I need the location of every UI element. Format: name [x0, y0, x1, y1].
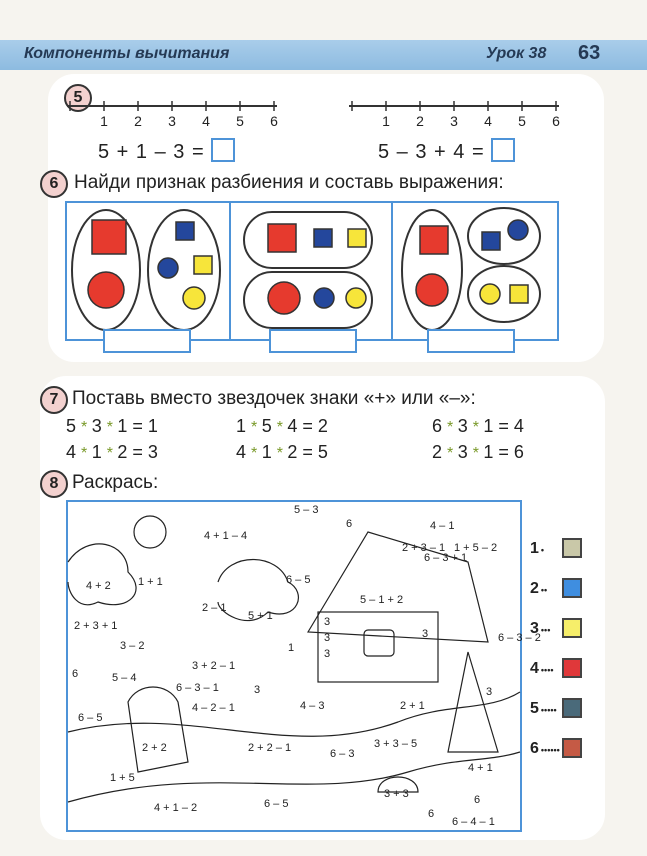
house-window-outline [364, 630, 394, 656]
legend-color-swatch [562, 618, 582, 638]
task6-instruction: Найди признак разбиения и составь выражения: [74, 172, 504, 193]
picture-region-label: 6 [474, 794, 481, 806]
partition-figure [62, 198, 562, 358]
operator-star[interactable]: * [106, 445, 118, 462]
picture-region-label: 3 [422, 628, 429, 640]
picture-region-label: 3 – 2 [120, 640, 145, 652]
legend-dots: ••••• [540, 705, 557, 715]
lesson-label: Урок 38 [486, 45, 547, 62]
legend-item [530, 620, 600, 640]
legend-dots: ••• [540, 625, 551, 635]
number-line-left [62, 98, 282, 128]
task8-instruction: Раскрась: [72, 472, 159, 493]
picture-region-label: 3 [324, 632, 331, 644]
legend-color-swatch [562, 738, 582, 758]
picture-region-label: 4 – 2 – 1 [192, 702, 235, 714]
legend-item [530, 700, 600, 720]
picture-region-label: 6 – 5 [78, 712, 103, 724]
expression-5a [98, 138, 235, 164]
equation-part: = 2 [302, 416, 328, 436]
picture-region-label: 2 + 3 – 1 [402, 542, 446, 554]
legend-dots: • [540, 545, 545, 555]
picture-region-label: 4 + 1 – 2 [154, 802, 198, 814]
operator-star[interactable]: * [472, 419, 484, 436]
equation-part: 1 [261, 442, 277, 462]
picture-region-label: 3 + 3 – 5 [374, 738, 418, 750]
equation-part: 1 [117, 416, 133, 436]
tick-label: 1 [100, 113, 108, 129]
legend-number: 3 [530, 620, 539, 637]
color-legend [530, 540, 600, 780]
legend-number: 6 [530, 740, 539, 757]
equation-part: 1 [91, 442, 107, 462]
answer-box-6c [428, 330, 514, 352]
picture-region-label: 4 – 3 [300, 700, 325, 712]
expression-5b-text: 5 – 3 + 4 = [378, 141, 485, 163]
operator-star[interactable]: * [276, 445, 288, 462]
picture-region-label: 2 + 2 – 1 [248, 742, 292, 754]
operator-star[interactable]: * [106, 419, 118, 436]
equation-part: 1 [236, 416, 252, 436]
picture-region-label: 6 [72, 668, 79, 680]
equation-part: 5 [261, 416, 277, 436]
picture-region-label: 1 + 1 [138, 576, 163, 588]
equation-part: = 4 [498, 416, 524, 436]
tick-label: 5 [236, 113, 244, 129]
equation-part: 3 [91, 416, 107, 436]
operator-star[interactable]: * [472, 445, 484, 462]
operator-star[interactable]: * [251, 419, 262, 436]
answer-box-6a [104, 330, 190, 352]
picture-region-label: 5 – 1 + 2 [360, 594, 404, 606]
topic-title: Компоненты вычитания [24, 45, 230, 62]
legend-dots: •••••• [540, 745, 560, 755]
equation-part: 3 [457, 416, 473, 436]
answer-box-5a[interactable] [211, 138, 235, 162]
girl-outline [128, 687, 188, 772]
tick-label: 5 [518, 113, 526, 129]
picture-region-label: 3 [324, 648, 331, 660]
equation-part: 2 [117, 442, 133, 462]
picture-region-label: 6 [346, 518, 353, 530]
cloud-outline [68, 544, 136, 605]
picture-region-label: 6 – 5 [286, 574, 311, 586]
picture-region-label: 4 + 2 [86, 580, 111, 592]
legend-dots: •• [540, 585, 548, 595]
task7-equation [236, 442, 328, 463]
equation-part: 4 [66, 442, 82, 462]
picture-region-label: 5 – 4 [112, 672, 137, 684]
legend-number: 1 [530, 540, 539, 557]
tick-label: 6 [270, 113, 278, 129]
equation-part: = 3 [132, 442, 158, 462]
tick-label: 4 [202, 113, 210, 129]
task7-instruction: Поставь вместо звездочек знаки «+» или «–»: [72, 388, 476, 409]
tick-label: 3 [450, 113, 458, 129]
task7-grid [66, 416, 586, 466]
picture-region-label: 3 [254, 684, 261, 696]
picture-region-label: 6 – 5 [264, 798, 289, 810]
picture-region-label: 4 + 1 – 4 [204, 530, 248, 542]
sun-outline [134, 516, 166, 548]
operator-star[interactable]: * [81, 419, 92, 436]
picture-region-label: 2 + 3 + 1 [74, 620, 118, 632]
operator-star[interactable]: * [276, 419, 288, 436]
number-line-right [344, 98, 564, 128]
legend-number: 4 [530, 660, 539, 677]
answer-box-5b[interactable] [491, 138, 515, 162]
equation-part: 5 [66, 416, 82, 436]
task7-equation [66, 442, 158, 463]
legend-dots: •••• [540, 665, 554, 675]
task-number-8: 8 [40, 470, 68, 498]
equation-part: 6 [432, 416, 448, 436]
picture-region-label: 6 – 3 – 1 [176, 682, 219, 694]
picture-region-label: 3 + 3 [384, 788, 409, 800]
picture-region-label: 5 + 1 [248, 610, 273, 622]
picture-region-label: 6 – 4 – 1 [452, 816, 495, 828]
equation-part: 4 [287, 416, 303, 436]
picture-region-label: 6 – 3 + 1 [424, 552, 468, 564]
tick-label: 4 [484, 113, 492, 129]
picture-region-label: 3 [486, 686, 493, 698]
page-number: 63 [578, 42, 601, 64]
picture-region-label: 1 [288, 642, 295, 654]
task7-equation [432, 416, 524, 437]
equation-part: 4 [236, 442, 252, 462]
house-wall-outline [318, 612, 438, 682]
picture-region-label: 5 – 3 [294, 504, 319, 516]
picture-region-label: 3 [324, 616, 331, 628]
task7-equation [236, 416, 328, 437]
task-number-5: 5 [64, 84, 92, 112]
operator-star[interactable]: * [447, 419, 458, 436]
task-number-6: 6 [40, 170, 68, 198]
picture-region-label: 3 + 2 – 1 [192, 660, 236, 672]
expression-5b [378, 138, 515, 164]
equation-part: 2 [432, 442, 448, 462]
page-header [0, 40, 647, 70]
legend-color-swatch [562, 658, 582, 678]
legend-number: 2 [530, 580, 539, 597]
tick-label: 6 [552, 113, 560, 129]
operator-star[interactable]: * [251, 445, 262, 462]
tree-outline [448, 652, 498, 752]
legend-item [530, 740, 600, 760]
tick-label: 3 [168, 113, 176, 129]
task-number-7: 7 [40, 386, 68, 414]
equation-part: 2 [287, 442, 303, 462]
legend-color-swatch [562, 538, 582, 558]
task7-equation [432, 442, 524, 463]
legend-item [530, 660, 600, 680]
equation-part: 1 [483, 442, 499, 462]
legend-item [530, 540, 600, 560]
picture-region-label: 6 – 3 [330, 748, 355, 760]
equation-part: 1 [483, 416, 499, 436]
legend-color-swatch [562, 578, 582, 598]
picture-region-label: 2 + 1 [400, 700, 425, 712]
picture-region-label: 6 – 3 – 2 [498, 632, 541, 644]
picture-region-label: 2 – 1 [202, 602, 227, 614]
equation-part: 3 [457, 442, 473, 462]
operator-star[interactable]: * [81, 445, 92, 462]
legend-number: 5 [530, 700, 539, 717]
equation-part: = 6 [498, 442, 524, 462]
picture-region-label: 1 + 5 – 2 [454, 542, 498, 554]
expression-5a-text: 5 + 1 – 3 = [98, 141, 205, 163]
picture-region-label: 6 [428, 808, 435, 820]
legend-color-swatch [562, 698, 582, 718]
tick-label: 2 [134, 113, 142, 129]
equation-part: = 1 [132, 416, 158, 436]
task7-equation [66, 416, 158, 437]
answer-box-6b [270, 330, 356, 352]
coloring-picture [66, 500, 541, 832]
equation-part: = 5 [302, 442, 328, 462]
big-red-square [92, 220, 126, 254]
legend-item [530, 580, 600, 600]
picture-region-label: 4 + 1 [468, 762, 493, 774]
picture-region-label: 2 + 2 [142, 742, 167, 754]
big-red-circle [88, 272, 124, 308]
picture-region-label: 4 – 1 [430, 520, 455, 532]
operator-star[interactable]: * [447, 445, 458, 462]
tick-label: 1 [382, 113, 390, 129]
tick-label: 2 [416, 113, 424, 129]
picture-region-label: 1 + 5 [110, 772, 135, 784]
